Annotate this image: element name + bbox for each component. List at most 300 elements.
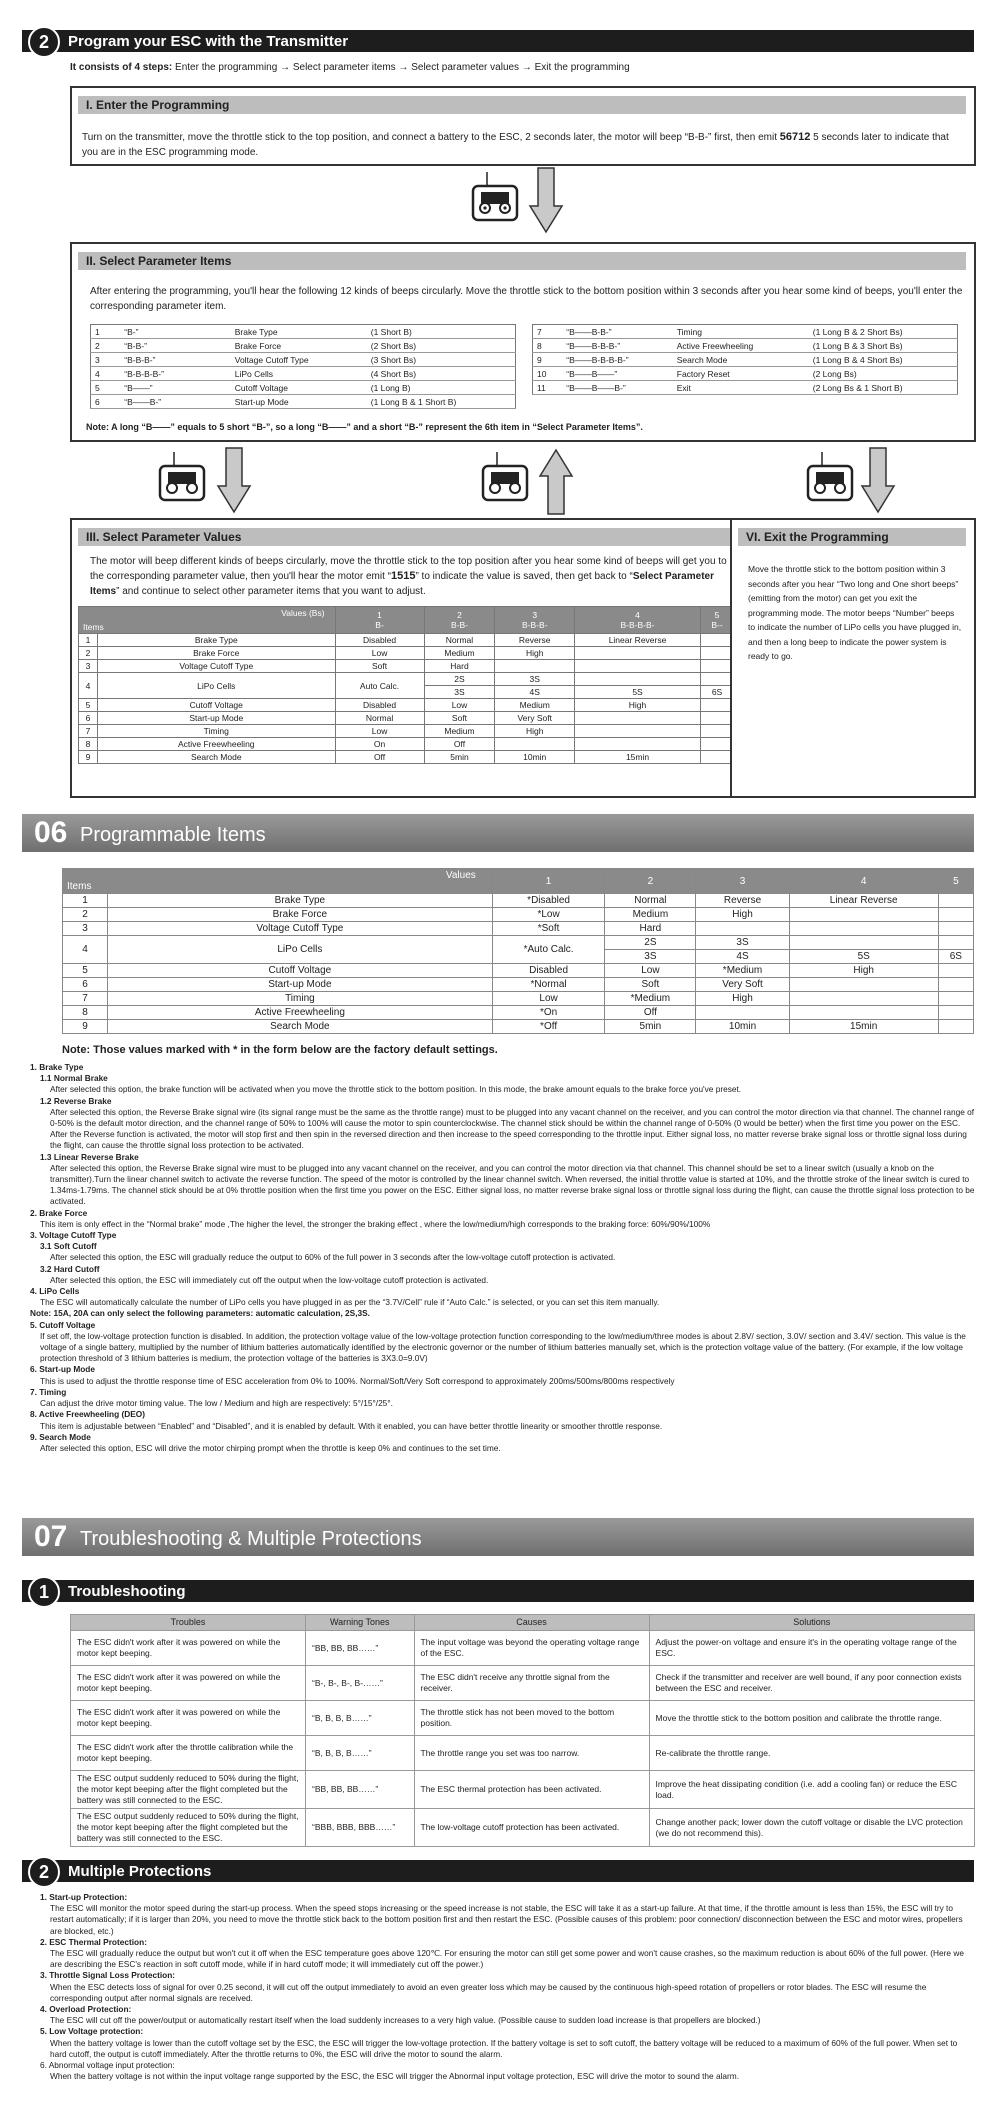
param-row <box>79 660 734 673</box>
transmitter-icon <box>800 450 860 510</box>
param-value: Off <box>605 1006 696 1020</box>
tone-notation: 1515 <box>390 570 416 582</box>
param-name: Voltage Cutoff Type <box>98 660 336 673</box>
trouble-header: Troubles <box>71 1615 306 1631</box>
item-cell: “B——B-B-B-B-” <box>562 353 673 367</box>
param-value: Medium <box>495 699 575 712</box>
programmable-items-table <box>62 868 974 1034</box>
select-items-box <box>70 242 976 442</box>
param-row <box>63 1006 974 1020</box>
param-value: 15min <box>789 1020 938 1034</box>
item-row <box>91 325 516 339</box>
arrow-down-icon <box>860 446 896 516</box>
param-value <box>574 673 700 686</box>
trouble-cell: Check if the transmitter and receiver are well bound, if any poor connection exists between the ESC and receiver. <box>649 1666 974 1701</box>
param-value <box>696 922 789 936</box>
item-row <box>533 381 958 395</box>
column-beeps: B-B-B- <box>521 620 548 630</box>
enter-programming-box <box>70 86 976 166</box>
item-cell: 5 <box>91 381 121 395</box>
param-value: Normal <box>424 634 495 647</box>
trouble-cell: The ESC output suddenly reduced to 50% during the flight, the motor kept beeping after the flight completed but the battery was still connected to the ESC. <box>71 1771 306 1809</box>
column-number: 3 <box>532 610 538 620</box>
param-value: Hard <box>605 922 696 936</box>
item-cell: Active Freewheeling <box>673 339 809 353</box>
item-cell: 10 <box>533 367 563 381</box>
section-header-programmable <box>22 814 974 852</box>
param-number: 4 <box>63 936 108 964</box>
text-bold: Select Parameter Items <box>90 571 714 597</box>
note-heading: 6. Start-up Mode <box>30 1364 95 1375</box>
protections-list <box>40 1892 975 2082</box>
param-number: 6 <box>63 978 108 992</box>
item-cell: LiPo Cells <box>231 367 367 381</box>
value-column-header <box>335 607 424 634</box>
item-cell: 6 <box>91 395 121 409</box>
item-cell: Search Mode <box>673 353 809 367</box>
box-title: III. Select Parameter Values <box>78 528 736 546</box>
param-value: Medium <box>424 647 495 660</box>
param-row <box>63 922 974 936</box>
items-table-left <box>90 324 516 409</box>
column-beeps: B-B- <box>450 620 468 630</box>
parameter-descriptions <box>30 1062 975 1454</box>
param-number: 5 <box>63 964 108 978</box>
param-name: Active Freewheeling <box>108 1006 493 1020</box>
note-paragraph: This item is only effect in the “Normal brake” mode ,The higher the level, the stronger the braking effect , where the low/medium/high corresponds to the braking force: 60%/90%/100% <box>40 1218 711 1229</box>
value-column-header: 2 <box>605 869 696 894</box>
param-value: 4S <box>495 686 575 699</box>
param-value <box>696 1006 789 1020</box>
param-name: Brake Type <box>98 634 336 647</box>
item-cell: 9 <box>533 353 563 367</box>
param-value <box>789 978 938 992</box>
note-heading: 7. Timing <box>30 1386 67 1397</box>
note-subheading: 3.2 Hard Cutoff <box>40 1263 100 1274</box>
param-number: 5 <box>79 699 98 712</box>
param-value: *On <box>492 1006 605 1020</box>
note-heading: 3. Throttle Signal Loss Protection: <box>40 1970 176 1981</box>
column-number: 1 <box>377 610 382 620</box>
item-cell: “B-” <box>120 325 231 339</box>
item-cell: 3 <box>91 353 121 367</box>
param-value: Low <box>424 699 495 712</box>
param-value: 5S <box>789 950 938 964</box>
param-value <box>495 738 575 751</box>
column-number: 5 <box>714 610 720 620</box>
exit-programming-text: Move the throttle stick to the bottom position within 3 seconds after you hear “Two long and One short beeps” (emitting from the motor) can get you exit the programming mode. The motor beeps “Number” beeps to indicate the number of LiPo cells you have plugged in, and then a long beep to indicate the power system is ready to go. <box>748 564 962 661</box>
trouble-header: Warning Tones <box>306 1615 414 1631</box>
param-value <box>938 894 973 908</box>
param-value: Low <box>605 964 696 978</box>
param-value <box>789 922 938 936</box>
param-name: LiPo Cells <box>98 673 336 699</box>
param-value: *Soft <box>492 922 605 936</box>
param-value <box>938 922 973 936</box>
param-value: Reverse <box>495 634 575 647</box>
note-subheading: 1.1 Normal Brake <box>40 1073 108 1084</box>
param-value <box>789 908 938 922</box>
param-value: Medium <box>424 725 495 738</box>
note-paragraph: After selected this option, ESC will drive the motor chirping prompt when the throttle is keep 0% and continues to the set time. <box>40 1442 501 1453</box>
note-paragraph: The ESC will automatically calculate the number of LiPo cells you have plugged in as per the “3.7V/Cell” rule if “Auto Calc.” is selected, or you can set this item manually. <box>40 1297 660 1308</box>
param-value <box>574 725 700 738</box>
item-cell: “B——B-B-” <box>562 325 673 339</box>
item-cell: (2 Short Bs) <box>367 339 516 353</box>
param-number: 1 <box>63 894 108 908</box>
param-number: 8 <box>79 738 98 751</box>
text-part: Turn on the transmitter, move the throttle stick to the top position, and connect a battery to the ESC, 2 seconds later, the motor will beep “B-B-” first, then emit <box>82 132 777 143</box>
corner-header <box>79 607 336 634</box>
trouble-cell: Change another pack; lower down the cutoff voltage or disable the LVC protection (we do not recommend this). <box>649 1809 974 1847</box>
param-value: *Medium <box>605 992 696 1006</box>
param-number: 9 <box>79 751 98 764</box>
param-value: Soft <box>335 660 424 673</box>
item-row <box>533 325 958 339</box>
trouble-cell: The ESC didn't work after the throttle calibration while the motor kept beeping. <box>71 1736 306 1771</box>
param-value: Disabled <box>492 964 605 978</box>
item-cell: Factory Reset <box>673 367 809 381</box>
item-cell: “B——” <box>120 381 231 395</box>
param-row <box>79 647 734 660</box>
troubleshooting-table <box>70 1614 975 1847</box>
item-cell: Timing <box>673 325 809 339</box>
items-note: Note: A long “B——” equals to 5 short “B-”, so a long “B——” and a short “B-” represent the 6th item in “Select Parameter Items”. <box>86 422 643 432</box>
value-column-header <box>574 607 700 634</box>
param-value: High <box>789 964 938 978</box>
note-heading: 3. Voltage Cutoff Type <box>30 1230 117 1241</box>
value-column-header: 3 <box>696 869 789 894</box>
note-heading: 4. Overload Protection: <box>40 2004 132 2015</box>
param-value <box>789 1006 938 1020</box>
note-warning: Note: 15A, 20A can only select the following parameters: automatic calculation, 2S,3S. <box>30 1308 370 1319</box>
param-number: 2 <box>79 647 98 660</box>
param-value: 5min <box>424 751 495 764</box>
param-name: Timing <box>108 992 493 1006</box>
item-cell: Start-up Mode <box>231 395 367 409</box>
param-value <box>574 660 700 673</box>
param-row <box>79 634 734 647</box>
transmitter-icon <box>475 450 535 510</box>
value-column-header: 5 <box>938 869 973 894</box>
param-value: 15min <box>574 751 700 764</box>
param-value: High <box>495 725 575 738</box>
param-value <box>938 992 973 1006</box>
items-table-right <box>532 324 958 395</box>
column-beeps: B-- <box>711 620 723 630</box>
trouble-cell: Adjust the power-on voltage and ensure it's in the operating voltage range of the ESC. <box>649 1631 974 1666</box>
note-paragraph: When the battery voltage is lower than the cutoff voltage set by the ESC, the ESC will trigger the low-voltage protection. If the battery voltage is set to soft cutoff, the battery voltage will be reduced to a maximum of 60% of the full power. When set to hard cutoff, the output is cutoff immediately. After the throttle returns to 0%, the ESC will drive the motor to sound the alarm. <box>50 2037 958 2059</box>
item-cell: “B-B-B-” <box>120 353 231 367</box>
exit-programming-box <box>730 518 976 798</box>
item-cell: 2 <box>91 339 121 353</box>
param-value <box>701 712 734 725</box>
trouble-row <box>71 1809 975 1847</box>
param-value <box>789 936 938 950</box>
param-name: Brake Force <box>108 908 493 922</box>
param-row <box>63 992 974 1006</box>
value-column-header <box>701 607 734 634</box>
item-cell: “B——B-” <box>120 395 231 409</box>
section-title: Troubleshooting <box>68 1583 186 1600</box>
note-paragraph: After selected this option, the Reverse Brake signal wire (its signal range must be the same as the throttle range) must to be plugged into any vacant channel on the receiver, and you can control the motor direction via that channel. The channel range of 0-50% is the default motor direction, and the channel range of 50% to 100% will cause the motor to spin counterclockwise. The channel stick should be within the channel range of 0-50% (0 would be better) when the first time you power on the ESC. After the Reverse function is activated, the motor will stop first and then spin in the reversed direction and then increase to the speed corresponding to the throttle input. Either signal loss, no matter reverse brake signal loss or throttle signal loss during the flight, can cause the throttle signal loss protection to be activated. <box>50 1106 975 1151</box>
note-heading: 4. LiPo Cells <box>30 1286 80 1297</box>
param-value: On <box>335 738 424 751</box>
item-cell: 8 <box>533 339 563 353</box>
value-column-header: 4 <box>789 869 938 894</box>
item-cell: 7 <box>533 325 563 339</box>
param-row <box>79 725 734 738</box>
note-heading: 5. Low Voltage protection: <box>40 2026 144 2037</box>
param-row <box>63 908 974 922</box>
note-paragraph: This item is adjustable between “Enabled” and “Disabled”, and it is enabled by default. With it enabled, you can have better throttle linearity or smoother throttle response. <box>40 1420 663 1431</box>
column-beeps: B-B-B-B- <box>620 620 655 630</box>
note-paragraph: This is used to adjust the throttle response time of ESC acceleration from 0% to 100%. Normal/Soft/Very Soft correspond to approximately 200ms/500ms/800ms respectively <box>40 1375 675 1386</box>
trouble-cell: “B-, B-, B-, B-……” <box>306 1666 414 1701</box>
trouble-row <box>71 1736 975 1771</box>
param-number: 2 <box>63 908 108 922</box>
steps-intro <box>70 62 630 73</box>
item-row <box>91 367 516 381</box>
param-value: Off <box>424 738 495 751</box>
param-value: 3S <box>696 936 789 950</box>
select-values-box <box>70 518 746 798</box>
header-items: Items <box>67 881 92 892</box>
param-row <box>63 936 974 950</box>
item-row <box>91 395 516 409</box>
param-row <box>79 673 734 686</box>
param-name: Cutoff Voltage <box>98 699 336 712</box>
steps-intro-text: Enter the programming → Select parameter items → Select parameter values → Exit the programming <box>172 62 630 73</box>
column-beeps: B- <box>375 620 384 630</box>
param-number: 7 <box>79 725 98 738</box>
note-paragraph: Can adjust the drive motor timing value. The low / Medium and high are respectively: 5°/15°/25°. <box>40 1398 393 1409</box>
header-items: Items <box>83 622 104 632</box>
param-name: Start-up Mode <box>98 712 336 725</box>
param-value: Reverse <box>696 894 789 908</box>
param-value: Normal <box>335 712 424 725</box>
item-cell: (1 Long B & 1 Short B) <box>367 395 516 409</box>
param-row <box>79 751 734 764</box>
param-value: Low <box>335 725 424 738</box>
trouble-cell: The ESC didn't receive any throttle signal from the receiver. <box>414 1666 649 1701</box>
section-number: 06 <box>34 816 68 849</box>
param-value: Very Soft <box>495 712 575 725</box>
arrow-down-icon <box>216 446 252 516</box>
item-cell: (2 Long Bs) <box>809 367 958 381</box>
item-cell: Voltage Cutoff Type <box>231 353 367 367</box>
param-value <box>938 978 973 992</box>
trouble-row <box>71 1666 975 1701</box>
note-heading: 8. Active Freewheeling (DEO) <box>30 1409 145 1420</box>
section-number: 2 <box>28 26 60 58</box>
param-value: 5S <box>574 686 700 699</box>
section-title: Troubleshooting & Multiple Protections <box>80 1528 422 1550</box>
note-paragraph: If set off, the low-voltage protection function is disabled. In addition, the protection voltage value of the low-voltage protection function corresponding to the low/medium/three modes is about 2.8V/ section, 3.0V/ section and 3.4V/ section. This value is the voltage of a single battery, multiplied by the number of lithium batteries automatically identified by the electronic governor or the number of lithium batteries manually set, which is the protection voltage value of the battery. (For example, if the low voltage protection threshold of 3 lithium batteries is medium, the protection voltage of the batteries is 3X3.0=9.0V) <box>40 1330 966 1364</box>
trouble-cell: The input voltage was beyond the operating voltage range of the ESC. <box>414 1631 649 1666</box>
param-value: Disabled <box>335 699 424 712</box>
param-row <box>63 964 974 978</box>
defaults-note: Note: Those values marked with * in the form below are the factory default settings. <box>62 1044 498 1056</box>
param-value <box>701 647 734 660</box>
note-paragraph: When the ESC detects loss of signal for over 0.25 second, it will cut off the output immediately to avoid an even greater loss which may be caused by the continuous high-speed rotation of propellers or rotor blades. The ESC will resume the corresponding output after normal signals are received. <box>50 1981 927 2003</box>
section-header-troubleshooting <box>22 1518 974 1556</box>
param-value: *Auto Calc. <box>492 936 605 964</box>
item-cell: 4 <box>91 367 121 381</box>
item-cell: Exit <box>673 381 809 395</box>
param-value: Disabled <box>335 634 424 647</box>
param-name: Brake Force <box>98 647 336 660</box>
item-row <box>533 353 958 367</box>
param-name: Cutoff Voltage <box>108 964 493 978</box>
param-row <box>63 978 974 992</box>
text-part: ” and continue to select other parameter items that you want to adjust. <box>116 586 426 597</box>
arrow-down-icon <box>528 166 564 236</box>
trouble-cell: The throttle range you set was too narrow. <box>414 1736 649 1771</box>
param-value: Low <box>335 647 424 660</box>
item-cell: (1 Long B) <box>367 381 516 395</box>
item-cell: “B——B——B-” <box>562 381 673 395</box>
values-table-small <box>78 606 734 764</box>
param-name: Start-up Mode <box>108 978 493 992</box>
item-cell: (1 Short B) <box>367 325 516 339</box>
section-title: Programmable Items <box>80 824 266 846</box>
note-heading: 6. Abnormal voltage input protection: <box>40 2060 175 2071</box>
section-number: 07 <box>34 1520 68 1553</box>
corner-header <box>63 869 493 894</box>
value-column-header: 1 <box>492 869 605 894</box>
trouble-row <box>71 1631 975 1666</box>
trouble-cell: Move the throttle stick to the bottom position and calibrate the throttle range. <box>649 1701 974 1736</box>
note-paragraph: The ESC will cut off the power/output or automatically restart itself when the load suddenly increases to a very high value. (Possible cause to sudden load increase is that propellers are blocked.) <box>50 2015 761 2026</box>
text-part: 5 seconds later to indicate that you are in the ESC programming mode. <box>82 132 949 158</box>
item-cell: (1 Long B & 4 Short Bs) <box>809 353 958 367</box>
param-number: 3 <box>63 922 108 936</box>
section-header-program <box>22 30 974 52</box>
note-subheading: 3.1 Soft Cutoff <box>40 1241 97 1252</box>
item-cell: (1 Long B & 2 Short Bs) <box>809 325 958 339</box>
param-value <box>574 738 700 751</box>
param-name: Voltage Cutoff Type <box>108 922 493 936</box>
trouble-cell: The ESC output suddenly reduced to 50% during the flight, the motor kept beeping after the flight completed but the battery was still connected to the ESC. <box>71 1809 306 1847</box>
param-value <box>938 964 973 978</box>
item-row <box>91 353 516 367</box>
box-title: VI. Exit the Programming <box>738 528 966 546</box>
note-heading: 1. Start-up Protection: <box>40 1892 128 1902</box>
param-value: Linear Reverse <box>574 634 700 647</box>
param-number: 3 <box>79 660 98 673</box>
param-value: High <box>696 908 789 922</box>
transmitter-icon <box>152 450 212 510</box>
param-value <box>701 660 734 673</box>
param-value: Normal <box>605 894 696 908</box>
value-column-header <box>495 607 575 634</box>
param-value: *Off <box>492 1020 605 1034</box>
param-value: 6S <box>701 686 734 699</box>
param-value: *Low <box>492 908 605 922</box>
param-name: Search Mode <box>108 1020 493 1034</box>
item-cell: “B——B-B-B-” <box>562 339 673 353</box>
param-number: 1 <box>79 634 98 647</box>
param-name: LiPo Cells <box>108 936 493 964</box>
item-cell: “B——B——” <box>562 367 673 381</box>
param-value: Medium <box>605 908 696 922</box>
item-row <box>91 339 516 353</box>
param-value <box>701 725 734 738</box>
tone-notation: 56712 <box>779 131 811 143</box>
param-value: High <box>495 647 575 660</box>
param-value: Low <box>492 992 605 1006</box>
param-value <box>938 936 973 950</box>
param-value <box>701 634 734 647</box>
note-heading: 9. Search Mode <box>30 1431 91 1442</box>
note-paragraph: When the battery voltage is not within the input voltage range supported by the ESC, the ESC will trigger the Abnormal input voltage protection, ESC will drive the motor to sound the alarm. <box>50 2071 740 2082</box>
param-value: 5min <box>605 1020 696 1034</box>
trouble-cell: The ESC thermal protection has been activated. <box>414 1771 649 1809</box>
param-number: 9 <box>63 1020 108 1034</box>
note-paragraph: The ESC will monitor the motor speed during the start-up process. When the speed stops increasing or the speed increase is not stable, the ESC will take it as a start-up failure. At that time, if the throttle amount is less than 15%, the ESC will try to restart automatically; if it is larger than 20%, you need to move the throttle stick back to the bottom position first and then restart the ESC. (Possible causes of this problem: poor connection/ disconnection between the ESC and motor wires, propellers are blocked, etc.) <box>50 1903 963 1936</box>
note-paragraph: After selected this option, the ESC will immediately cut off the output when the low-voltage cutoff protection is activated. <box>50 1274 489 1285</box>
item-cell: Brake Force <box>231 339 367 353</box>
param-value <box>574 647 700 660</box>
note-paragraph: After selected this option, the Reverse Brake signal wire must to be plugged into any vacant channel on the receiver, and you can control the motor direction via that channel. This channel should be set to a linear switch (usually a knob on the transmitter).Turn the linear channel switch to activate the reverse function. The speed of the motor is controlled by the linear channel switch. When reversed, the initial throttle value is started at 10%, and the throttle stroke of the linear switch is cured to 1.34ms-1.79ms. The channel stick should be at 0% throttle position when the first time you power on the ESC. Either signal loss, no matter reverse brake signal loss or throttle signal loss during the flight, can cause the throttle signal loss protection to be activated. <box>50 1162 975 1207</box>
param-name: Search Mode <box>98 751 336 764</box>
param-number: 7 <box>63 992 108 1006</box>
param-number: 6 <box>79 712 98 725</box>
param-value <box>938 1006 973 1020</box>
trouble-header: Solutions <box>649 1615 974 1631</box>
param-value: 10min <box>696 1020 789 1034</box>
param-value: 6S <box>938 950 973 964</box>
item-cell: “B-B-” <box>120 339 231 353</box>
trouble-cell: “B, B, B, B……” <box>306 1736 414 1771</box>
param-value <box>574 712 700 725</box>
trouble-cell: The low-voltage cutoff protection has been activated. <box>414 1809 649 1847</box>
trouble-cell: The ESC didn't work after it was powered on while the motor kept beeping. <box>71 1666 306 1701</box>
param-value <box>701 738 734 751</box>
item-cell: (4 Short Bs) <box>367 367 516 381</box>
trouble-header: Causes <box>414 1615 649 1631</box>
param-value: 10min <box>495 751 575 764</box>
note-heading: 2. ESC Thermal Protection: <box>40 1936 147 1947</box>
subsection-header-troubleshooting <box>22 1580 974 1602</box>
note-heading: 1. Brake Type <box>30 1062 84 1072</box>
item-row <box>533 367 958 381</box>
trouble-cell: The ESC didn't work after it was powered on while the motor kept beeping. <box>71 1631 306 1666</box>
item-cell: 1 <box>91 325 121 339</box>
item-cell: Brake Type <box>231 325 367 339</box>
steps-intro-bold: It consists of 4 steps: <box>70 62 173 73</box>
section-number: 1 <box>28 1576 60 1608</box>
param-value: High <box>574 699 700 712</box>
note-heading: 2. Brake Force <box>30 1207 88 1218</box>
param-value: 3S <box>605 950 696 964</box>
box-title: I. Enter the Programming <box>78 96 966 114</box>
text-part: The motor will beep different kinds of beeps circularly, move the throttle stick to the top position after you hear some kind of beeps will get you to the corresponding parameter value, then you'll hear the motor emit “ <box>90 556 727 582</box>
note-heading: 5. Cutoff Voltage <box>30 1319 96 1330</box>
param-value <box>701 751 734 764</box>
param-value: Soft <box>424 712 495 725</box>
trouble-cell: “BBB, BBB, BBB……” <box>306 1809 414 1847</box>
param-value: 2S <box>605 936 696 950</box>
param-value: High <box>696 992 789 1006</box>
section-title: Program your ESC with the Transmitter <box>68 33 349 50</box>
item-cell: (1 Long B & 3 Short Bs) <box>809 339 958 353</box>
param-value: 3S <box>424 686 495 699</box>
column-number: 4 <box>635 610 640 620</box>
trouble-cell: “BB, BB, BB……” <box>306 1631 414 1666</box>
item-cell: “B-B-B-B-” <box>120 367 231 381</box>
